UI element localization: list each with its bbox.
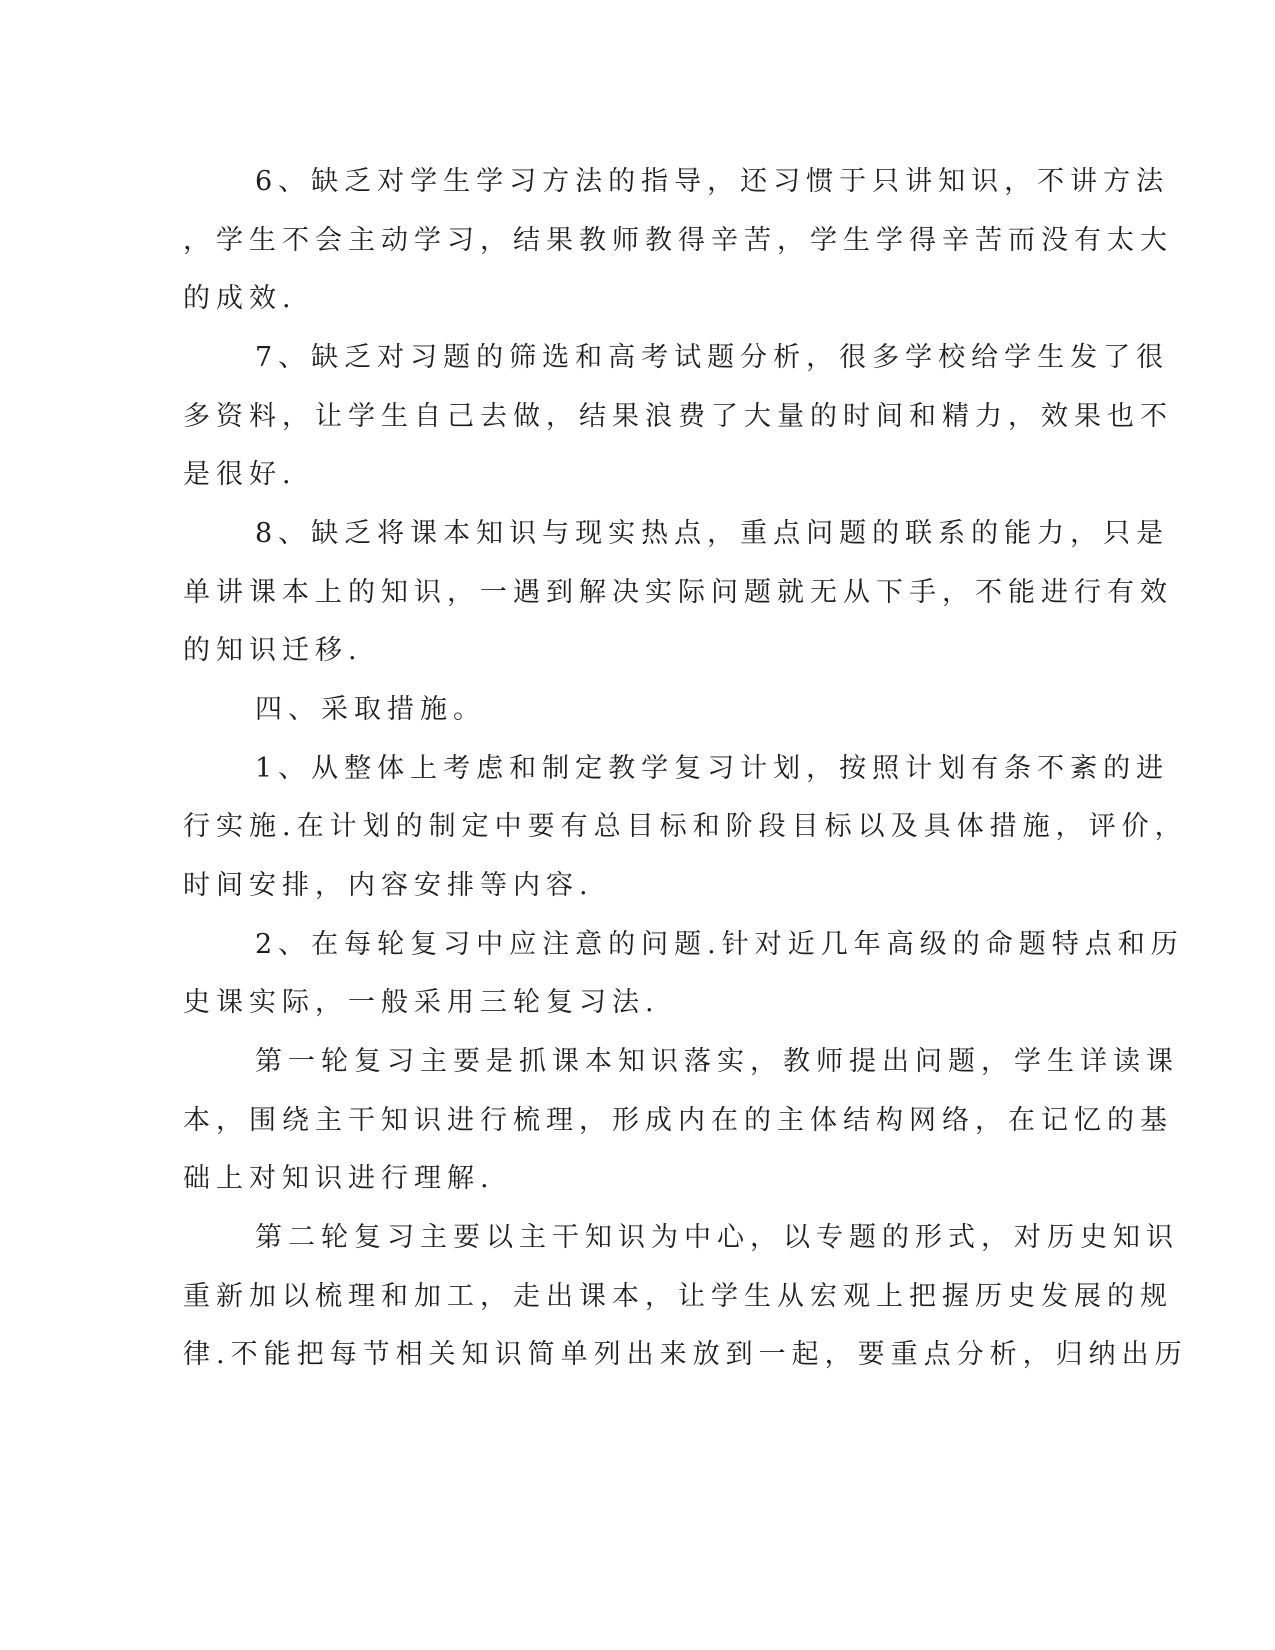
text-line: 2、在每轮复习中应注意的问题.针对近几年高级的命题特点和历 xyxy=(255,929,1184,960)
text-line: 1、从整体上考虑和制定教学复习计划，按照计划有条不紊的进 xyxy=(255,753,1170,784)
text-line: 史课实际，一般采用三轮复习法. xyxy=(183,987,660,1018)
text-line: 本，围绕主干知识进行梳理，形成内在的主体结构网络，在记忆的基 xyxy=(183,1105,1173,1136)
text-line: 7、缺乏对习题的筛选和高考试题分析，很多学校给学生发了很 xyxy=(255,342,1170,373)
text-line: 8、缺乏将课本知识与现实热点，重点问题的联系的能力，只是 xyxy=(255,518,1170,549)
text-line: 是很好. xyxy=(183,459,297,490)
text-line: 的成效. xyxy=(183,283,297,314)
text-line: 第二轮复习主要以主干知识为中心，以专题的形式，对历史知识 xyxy=(255,1222,1179,1253)
text-line: 重新加以梳理和加工，走出课本，让学生从宏观上把握历史发展的规 xyxy=(183,1281,1173,1312)
text-line: ，学生不会主动学习，结果教师教得辛苦，学生学得辛苦而没有太大 xyxy=(183,225,1173,256)
text-line: 时间安排，内容安排等内容. xyxy=(183,870,594,901)
text-line: 多资料，让学生自己去做，结果浪费了大量的时间和精力，效果也不 xyxy=(183,401,1173,432)
section-heading: 四、采取措施。 xyxy=(255,694,486,725)
text-line: 础上对知识进行理解. xyxy=(183,1163,495,1194)
text-line: 单讲课本上的知识，一遇到解决实际问题就无从下手，不能进行有效 xyxy=(183,577,1173,608)
text-line: 6、缺乏对学生学习方法的指导，还习惯于只讲知识，不讲方法 xyxy=(255,166,1170,197)
text-line: 的知识迁移. xyxy=(183,635,363,666)
text-line: 行实施.在计划的制定中要有总目标和阶段目标以及具体措施，评价， xyxy=(183,811,1188,842)
text-line: 第一轮复习主要是抓课本知识落实，教师提出问题，学生详读课 xyxy=(255,1046,1179,1077)
text-line: 律.不能把每节相关知识简单列出来放到一起，要重点分析，归纳出历 xyxy=(183,1339,1188,1370)
